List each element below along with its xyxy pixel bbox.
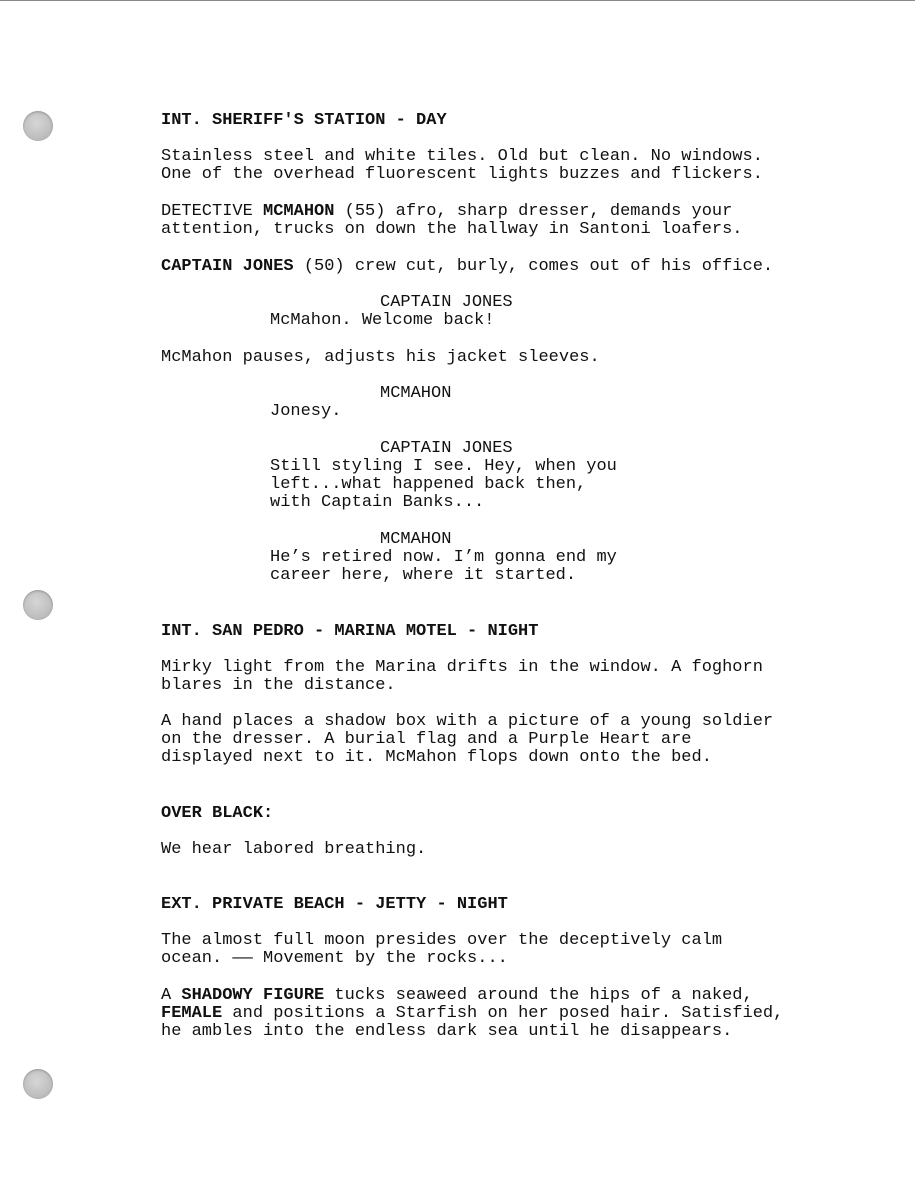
dialogue-line: with Captain Banks...: [270, 493, 485, 512]
action-line: McMahon pauses, adjusts his jacket sleeves.: [161, 348, 600, 367]
action-line: Stainless steel and white tiles. Old but clean. No windows.: [161, 147, 763, 166]
dialogue-line: He’s retired now. I’m gonna end my: [270, 548, 617, 567]
character-intro-female: FEMALE: [161, 1004, 223, 1023]
punch-hole-middle: [23, 590, 53, 620]
action-line: ocean. —— Movement by the rocks...: [161, 949, 508, 968]
action-line: blares in the distance.: [161, 676, 396, 695]
action-line: [161, 258, 773, 276]
action-text: tucks seaweed around the hips of a naked,: [324, 986, 753, 1005]
character-intro-shadowy-figure: SHADOWY FIGURE: [181, 986, 325, 1005]
punch-hole-bottom: [23, 1069, 53, 1099]
action-line: on the dresser. A burial flag and a Purple Heart are: [161, 730, 692, 749]
scene-heading-marina-motel: INT. SAN PEDRO - MARINA MOTEL - NIGHT: [161, 622, 539, 641]
action-line: We hear labored breathing.: [161, 840, 427, 859]
punch-hole-top: [23, 111, 53, 141]
character-intro-mcmahon: MCMAHON: [263, 202, 335, 221]
dialogue-line: Jonesy.: [270, 402, 342, 421]
dialogue-line: left...what happened back then,: [270, 475, 587, 494]
scene-heading-sheriffs-station: INT. SHERIFF'S STATION - DAY: [161, 111, 447, 130]
action-text: (50) crew cut, burly, comes out of his office.: [293, 257, 774, 276]
scene-heading-private-beach: EXT. PRIVATE BEACH - JETTY - NIGHT: [161, 895, 508, 914]
action-line: One of the overhead fluorescent lights buzzes and flickers.: [161, 165, 763, 184]
transition-over-black: OVER BLACK:: [161, 804, 274, 823]
action-text: and positions a Starfish on her posed hair. Satisfied,: [222, 1004, 784, 1023]
action-text: A: [161, 986, 182, 1005]
dialogue-line: McMahon. Welcome back!: [270, 311, 495, 330]
action-line: [161, 1005, 783, 1023]
character-intro-captain-jones: CAPTAIN JONES: [161, 257, 294, 276]
character-cue: CAPTAIN JONES: [380, 439, 513, 458]
action-line: Mirky light from the Marina drifts in the window. A foghorn: [161, 658, 763, 677]
action-line: [161, 987, 753, 1005]
character-cue: MCMAHON: [380, 530, 452, 549]
character-cue: CAPTAIN JONES: [380, 293, 513, 312]
action-text: DETECTIVE: [161, 202, 264, 221]
action-line: he ambles into the endless dark sea until he disappears.: [161, 1022, 733, 1041]
dialogue-line: career here, where it started.: [270, 566, 577, 585]
action-text: (55) afro, sharp dresser, demands your: [334, 202, 733, 221]
character-cue: MCMAHON: [380, 384, 452, 403]
action-line: The almost full moon presides over the deceptively calm: [161, 931, 723, 950]
action-line: [161, 203, 732, 221]
action-line: A hand places a shadow box with a picture of a young soldier: [161, 712, 774, 731]
action-line: attention, trucks on down the hallway in Santoni loafers.: [161, 220, 743, 239]
dialogue-line: Still styling I see. Hey, when you: [270, 457, 617, 476]
action-line: displayed next to it. McMahon flops down onto the bed.: [161, 748, 712, 767]
page-top-border: [0, 0, 915, 1]
